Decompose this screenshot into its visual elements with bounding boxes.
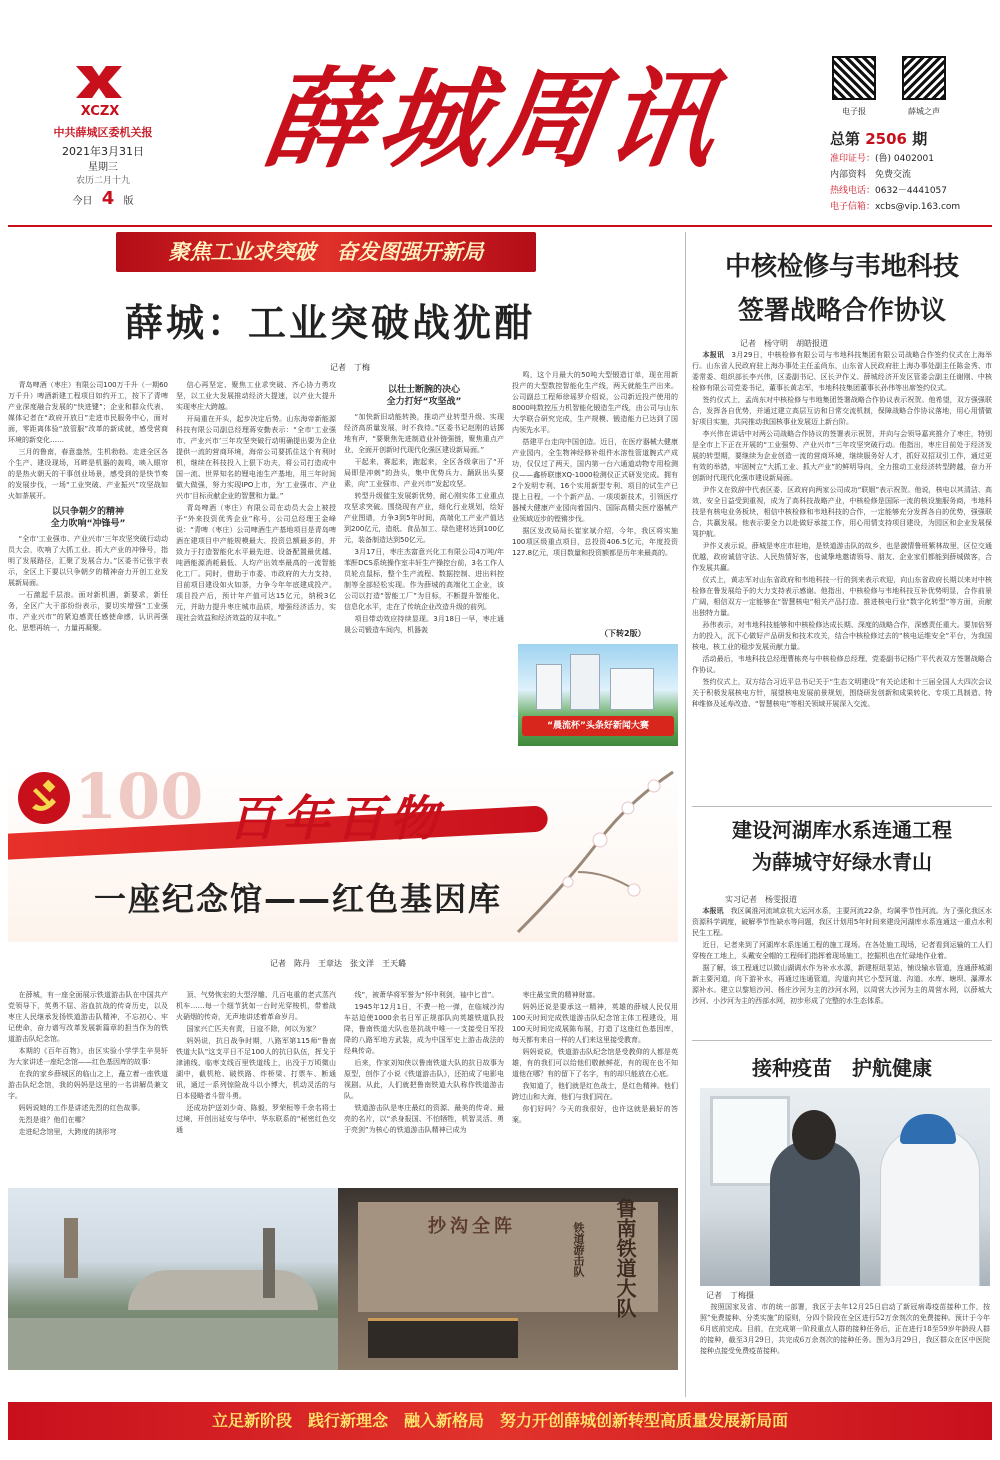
memorial-interior-photo	[338, 1188, 678, 1370]
vaccine-photo	[700, 1088, 990, 1286]
qr-code-voice[interactable]	[902, 56, 946, 100]
right2-p1-text: 我区属淮河流域京杭大运河水系，主要河流22条，均属季节性河流。为了强化我区水资源科学调度，破解季节性缺水等问题，我区计划用5年时间来建设河湖库水系连通这一重点水利民生工程。	[692, 907, 992, 937]
interior-display-case	[368, 1318, 518, 1358]
lead-col3-p4: 3月17日，枣庄杰富意兴化工有限公司4万吨/年苯酐DCS系统操作室丰轩生产操控台前，3名工作人员轮点鼠标，整个生产流程、数据控制、进出料控制等全部轻松实现。作为薛城的高端化工企业，该公司以打造“智能工厂”为目标，不断提升智能化、信息化水平，走在了传统企业改造升级的前列。	[344, 548, 504, 611]
right1-headline-line1: 中核检修与韦地科技	[724, 252, 959, 282]
party-emblem-icon	[14, 768, 74, 828]
feature-banner-title: 百年百物	[228, 791, 445, 847]
interior-sign-2: 鲁南铁道大队	[613, 1198, 637, 1318]
feature-col3-p1: 线”，被萧华将军誉为“怀中利剑，袖中匕首”。	[354, 991, 499, 999]
right1-p8: 活动最后，韦地科技总经理曹栋亮与中核检修总经理、党委副书记杨广平代表双方签署战略合作协议。	[692, 655, 992, 674]
lead-banner	[116, 232, 536, 272]
feature-col3-p2: 1945年12月1日，不费一枪一弹，在临城沙沟车站迫使1000余名日军正规部队向英雄铁道队投降，鲁南铁道大队也是抗战中唯一一支接受日军投降的八路军地方武装，成为中国军史上游击战法的经典传奇。	[344, 1003, 504, 1055]
right1-p5: 尹作义表示说，薛城是枣庄市驻地，是铁道游击队的故乡，也是激情鲁班紫林故里，区位交通优越，政府诚信守法、人民热情好客，也诚挚地邀请领导、朋友、企业家们都能到薛城做客，合作发展共赢。	[692, 542, 992, 572]
feature-col4-p2: 妈妈还说是要承这一精神，英雄的薛城人民仅用100天时间完成铁道游击队纪念馆主体工程建设，用100天时间完成展陈布展，打造了这座红色基因库，每天都有来自一样的人们来这里接受教育。	[512, 1003, 678, 1044]
right2-p1	[692, 906, 992, 939]
right3-headline: 接种疫苗 护航健康	[752, 1056, 932, 1080]
feature-col1-p5: 先烈是谁？他们在哪？	[18, 1116, 89, 1124]
ad-building-1	[536, 664, 562, 710]
feature-column-2	[176, 990, 336, 1182]
right1-p3: 李兴伟在讲话中对两公司战略合作协议的签署表示祝贺，并向与会领导嘉宾推介了枣庄，特别是全市上下正在开展的“工业强势、产业兴市”三年攻坚突破行动。他指出，枣庄目前处于经济发展的转型期，要继续为企业创造一流的营商环境，继续服务好人才，抓好双招双引工作，通过更有效的举措，牢固树立“大抓工业、抓大产业”的鲜明导向，全力推动工业经济转型跨越，奋力开创新时代现代化强市建设新局面。	[692, 430, 992, 482]
hotline-label: 热线电话：	[830, 186, 876, 196]
email[interactable]	[830, 199, 960, 212]
feature-byline-names: 陈丹 王章达 张文洋 王天璐	[294, 959, 406, 968]
lead-col4-p1: 鸣，这个月最大的50吨大型锻造订单，现在用新投产的大型数控智能化生产线，两天就能生产出来。公司副总工程师徐瑶罗介绍说，公司新近投产使用的8000吨数控压力机智能化锻造生产线，由公司与山东大学联合研究完成，生产规模、锻造能力已达到了国内领先水平。	[512, 371, 678, 434]
feature-byline	[270, 958, 406, 969]
right-divider-2	[692, 1040, 992, 1041]
plum-blossom-icon	[508, 762, 678, 942]
hotline-value: 0632－4441057	[875, 186, 948, 196]
right2-headline-line2: 为薛城守好绿水青山	[752, 850, 932, 874]
lead-column-2	[176, 380, 336, 748]
lead-banner-text: 聚焦工业求突破 奋发图强开新局	[168, 239, 484, 264]
feature-col4-p3: 妈妈说说，铁道游击队纪念馆是受教仰的人都是英雄，有的我们可以给他们敬献鲜花，有的现在也不知道他在哪？有的留下了名字，有的却只能放在心底。	[512, 1048, 678, 1078]
right2-body	[692, 906, 992, 1036]
lead-byline-name: 丁梅	[354, 363, 370, 372]
feature-col1-p1: 在薛城，有一座全面展示铁道游击队在中国共产党领导下，英勇不屈、浴血抗战的传奇历史，以及枣庄人民继承发扬铁道游击队精神，不忘初心、牢记使命，奋力谱写改革发展新篇章的担当作为的铁道游击队纪念馆。	[8, 991, 168, 1043]
pages-prefix: 今日	[72, 196, 93, 207]
feature-banner	[8, 762, 678, 942]
photo-hall	[128, 1270, 318, 1310]
feature-col2-p3: 妈妈说，抗日战争时期，八路军第115师“鲁南铁道大队”这支平日不足100人的抗日队伍，挥戈于津浦线、临枣支线百里铁道线上，出没于万顷微山湖中，截机枪、破铁路、炸桥梁、打票车、断通讯，通过一系列惊险战斗以小博大，机动灵活的与日本侵略者斗智斗勇。	[176, 1037, 336, 1100]
feature-col1-p2: 本期的《百年百物》，由区实验小学学生辛昊轩为大家讲述一座纪念馆——红色基因库的故事：	[8, 1047, 168, 1066]
right1-p4: 尹作义在致辞中代表区委、区政府向两家公司成功“联姻”表示祝贺。他说，核电以其清洁、高效、安全日益受到重视，成为了高科技战略产业，中核检修是国际一流的核设施服务商，韦地科技是有核电业务板块，相信中核检修和韦地科技的合作，一定能够充分发挥各自的优势，强强联合，共赢发展。他表示要全力以赴做好承接工作，用心用情支持项目建设，为园区和企业发展保驾护航。	[692, 486, 992, 538]
logo-text: XCZX	[80, 104, 120, 119]
right-divider-1	[692, 806, 992, 807]
right1-dateline: 本报讯	[702, 351, 725, 359]
right1-body	[692, 350, 992, 802]
photo-pagoda	[64, 1218, 78, 1278]
right1-byline: 记者 杨守明 胡皓报道	[740, 339, 828, 348]
lead-column-1	[8, 380, 168, 748]
right3-byline: 记者 丁梅摄	[706, 1291, 754, 1300]
lead-col4-p3: 据区发改局局长崔家斌介绍，今年，我区将实施100项区级重点项目，总投资406.5亿元，年度投资127.8亿元，项目数量和投资额都是历年来最高的。	[512, 527, 678, 557]
photo-plaza	[8, 1318, 338, 1370]
right2-headline	[692, 814, 992, 878]
ad-building-3	[610, 668, 654, 710]
right1-headline-line2: 签署战略合作协议	[737, 296, 946, 326]
newspaper-logo-icon	[70, 62, 128, 102]
issue-suffix: 期	[912, 130, 928, 148]
feature-column-1	[8, 990, 168, 1182]
pages-suffix: 版	[123, 196, 134, 207]
memorial-aerial-photo	[8, 1188, 338, 1370]
lead-headline: 薛城：工业突破战犹酣	[124, 301, 535, 345]
feature-col3-p3: 后来，作家刘知侠以鲁南铁道大队的抗日故事为原型，创作了小说《铁道游击队》，还拍成了电影电视剧。从此，人们就把鲁南铁道大队称作铁道游击队。	[344, 1059, 504, 1100]
feature-headline: 一座纪念馆——红色基因库	[93, 880, 502, 918]
lead-col3-p5: 项目带动效应持续显现。3月18日一早，枣庄通晟公司锻造车间内，机器轰	[344, 615, 504, 634]
lead-col1-p3: “全市‘工业强市、产业兴市’三年攻坚突破行动动员大会，吹响了大抓工业、抓大产业的冲锋号，指明了发展路径，汇聚了发展合力。”区委书记张宇表示，全区上下要以只争朝夕的精神奋力开创工业发展新局面。	[8, 535, 168, 587]
lead-col2-p1: 信心再坚定、聚焦工业求突破、齐心协力勇攻坚，以工业大发展推动经济大提速，以产业大提升实现枣庄大跨越。	[176, 381, 336, 411]
column-divider	[685, 232, 686, 1397]
publisher: 中共薛城区委机关报	[53, 126, 153, 139]
right1-p9: 签约仪式上，双方结合习近平总书记关于“生态文明建设”有关论述和十三届全国人大四次会议关于积极发展核电方针，展望核电发展前景规划，围绕研发创新和成果转化、专项工具制造、特种维修及延寿改造、“智慧核电”等相关领域开展深入交流。	[692, 678, 992, 708]
feature-column-3	[344, 990, 504, 1182]
lead-col3-subhead: 以壮士断腕的决心 全力打好“攻坚战”	[386, 385, 462, 407]
right1-headline	[692, 245, 992, 333]
right1-p1	[692, 350, 992, 394]
lead-col3-p3: 转型升级催生发展新优势，耐心刚实体工业重点攻坚求突破。围绕现有产业，细化行业规划，绘好产业图谱，力争3到5年时间，高端化工产业产值达到200亿元，造纸、食品加工、绿色建材达到100亿元，装备制造达到50亿元。	[344, 492, 504, 544]
masthead-rule	[8, 225, 992, 227]
issue-date: 2021年3月31日	[62, 145, 144, 158]
feature-col2-p4: 还成功护送刘少奇、陈毅、罗荣桓等千余名将士过境，开创出延安与华中、华东联系的“秘密红色交通	[176, 1104, 336, 1134]
pages-number: 4	[101, 188, 115, 209]
qr2-caption: 薛城之声	[908, 107, 940, 116]
interior-sign-3: 铁道游击队	[572, 1222, 585, 1277]
permit-label: 准印证号：	[830, 154, 876, 164]
feature-byline-label: 记者	[270, 959, 286, 968]
right1-p2: 签约仪式上，孟尚东对中核检修与韦地集团签署战略合作协议表示祝贺。他希望，双方强强联合，发挥各自优势，并通过建立高层互访和日常交流机制，保障战略合作协议落地，用心用情做好项目实施，共同推动我国核事业发展迈上新台阶。	[692, 396, 992, 426]
lead-byline-label: 记者	[330, 363, 346, 372]
lead-col3-p1: “加快新旧动能转换，推动产业转型升级、实现经济高质量发展，时不我待。”区委书记赵刚的话掷地有声，“要聚焦先进制造业补链强链，聚焦重点产业，全面开创新时代现代化强区建设新局面。”	[344, 413, 504, 454]
page-count	[28, 188, 178, 209]
right1-p6: 仪式上，黄志军对山东省政府和韦地科技一行的到来表示欢迎，向山东省政府长期以来对中核检修在鲁发展给予的大力支持表示感谢。他指出，中核检修与韦地科技互补优势明显，合作前景广阔，相信双方一定能够在“智慧核电”相关产品打造、推进核电行业“数字化转型”等方面，贡献出独特力量。	[692, 576, 992, 617]
feature-column-4	[512, 990, 678, 1182]
permit-value: (鲁) 0402001	[875, 154, 934, 164]
right2-headline-line1: 建设河湖库水系连通工程	[732, 818, 952, 842]
internal-note: 内部资料 免费交流	[830, 170, 912, 180]
issue-value: 2506	[865, 130, 907, 148]
weekday: 星期三	[88, 162, 118, 173]
feature-col1-p6: 走进纪念馆里，大跨度的拱形穹	[18, 1128, 117, 1136]
feature-col4-p4: 我知道了，他们就是红色战士，是红色精神。他们跨过山和大海，他们与我们同在。	[512, 1082, 678, 1101]
qr-code-epaper[interactable]	[832, 56, 876, 100]
footer-slogan-bar	[8, 1402, 992, 1440]
feature-col4-p1: 枣庄最宝贵的精神财富。	[522, 991, 600, 999]
ad-label: “晨流杯”头条好新闻大赛	[522, 716, 674, 736]
lead-col1-p1: 青岛啤酒（枣庄）有限公司100万千升（一期60万千升）啤酒新建工程项目如约开工，按下了青啤产业深度融合发展的“快进键”；企业和群众代表、媒体记者在“政府开放日”走进市民服务中心，面对面，零距离体验“放管服”改革的新成就，感受营商环境的新变化……	[8, 381, 168, 444]
lead-byline	[330, 362, 370, 373]
photo-statue	[263, 1228, 275, 1298]
right1-p7: 孙伟表示，对韦地科技能够和中核检修达成长期、深度的战略合作，深感责任重大。要加倍努力的投入，沉下心做好产品研发和技术攻关，结合中核检修过去的“核电运维安全”平台，为我国核电、核工业的稳步发展贡献力量。	[692, 621, 992, 651]
news-contest-ad[interactable]	[518, 644, 678, 746]
feature-col1-p3: 在我的家乡薛城区的临山之上，矗立着一座铁道游击队纪念馆，我的妈妈是这里的一名讲解员兼文字。	[8, 1070, 168, 1100]
feature-col3-p4: 铁道游击队是枣庄最红的资源、最美的传奇、最亮的名片，以“杀身报国、不怕牺牲，机智灵活、勇于亮剑”为核心的铁道游击队精神已成为	[344, 1104, 504, 1134]
right2-p2: 近日，记者来到了河湖库水系连通工程的施工现场。在各处施工现场，记者看到运输的工人们穿梭在工地上，头戴安全帽的工程师们指挥着现场施工，挖掘机也在忙碌地作业着。	[692, 941, 992, 960]
lead-col2-p3: 青岛啤酒（枣庄）有限公司在动员大会上被授予“外来投资优秀企业”称号，公司总经理王金峰说：“青啤（枣庄）公司啤酒生产基地项目是青岛啤酒在建项目中产能规模最大、投资总额最多的，并致力于打造智能化水平最先进、设备配置最优越、吨酒能源消耗最低、人均产出效率最高的一流智能化工厂。同时，借助于市委、市政府的大力支持，目前项目建设如火如荼，力争今年年底建成投产。项目投产后，预计年产值可达15亿元，纳税3亿元，并助力提升枣庄城市品质，增强经济活力，实现社会效益和经济效益的双丰收。”	[176, 504, 336, 622]
permit	[830, 151, 934, 164]
hotline	[830, 183, 947, 196]
feature-banner-number: 100	[74, 762, 204, 833]
feature-col4-p5: 你们好吗？今天的我很好，也许这就是最好的答案。	[512, 1105, 678, 1124]
feature-col2-p1: 顶、气势恢宏的大型浮雕、几百电重的老式蒸汽机车……每一个细节犹如一台时光穿梭机，带着战火硝烟的传奇，无声地讲述着革命岁月。	[176, 991, 336, 1021]
interior-sign-1: 抄沟全阵	[428, 1216, 516, 1237]
feature-col1-p4: 妈妈说她的工作是讲述先烈的红色故事。	[18, 1104, 145, 1112]
lead-col1-subhead: 以只争朝夕的精神 全力吹响“冲锋号”	[50, 507, 126, 529]
email-label: 电子信箱：	[830, 202, 876, 212]
issue-number	[830, 128, 927, 149]
lead-col1-p4: 一石激起千层浪。面对新机遇，新要求，新任务，全区广大干部纷纷表示，要切实增强“工业强市、产业兴市”的紧迫感责任感使命感，认识再强化、思想再统一、力量再凝聚。	[8, 591, 168, 632]
right3-caption: 按照国家及省、市的统一部署，我区于去年12月25日启动了新冠病毒疫苗接种工作，按照“免费接种、分类实施”的原则，分四个阶段在全区进行52万余剂次的免费接种。预计于今年6月底前完成。目前，在完成第一阶段重点人群的接种任务后，正在进行18至59岁年龄段人群的接种，截至3月29日，共完成6万余剂次的接种任务。图为3月29日，我区群众在区中医院接种点接受免费疫苗接种。	[700, 1303, 990, 1355]
newspaper-title: 薛城周讯	[256, 57, 730, 183]
photo-nurse	[880, 1128, 980, 1286]
masthead	[0, 0, 1000, 225]
right2-byline: 实习记者 杨雯报道	[725, 895, 797, 904]
lead-col4-p2: 搭建平台走向中国创造。近日，在医疗器械大健康产业园内，全生物神经修补组件水溶性管道腕式产成功，仅仅过了两天，国内第一台六通道动物专用检测仪——鑫桥联康XQ-1000检测仪正式研发完成。拥有2个发明专利、16个实用新型专利、项目的试生产已提上日程，一个个新产品、一项项新技术，引领医疗器械大健康产业园向着国内、国际高精尖医疗器械产业领域迈步的铿锵步伐。	[512, 438, 678, 523]
feature-col2-p2: 国家兴亡匹夫有责，日寇不除，何以为家？	[186, 1025, 320, 1033]
photo-patient-head	[792, 1110, 836, 1160]
right2-p3: 据了解，该工程通过以微山湖调水作为补水水源，新建枢纽泵站，铺设输水管道，连通薛城湖新主要河道，向下游补水，再通过连通管道，沟道向其它小型河道、沟道、水库、塘坝、瀑潭水源补水。建立以黎旭沙河、杨庄沙河为主的沙河水网，以周营大沙河为主的周营水网，以薛城大沙河、小沙河为主的西部水网，初步形成了完整的水生态体系。	[692, 964, 992, 1005]
email-value: xcbs@vip.163.com	[875, 202, 961, 212]
right1-p1-text: 3月29日，中核检修有限公司与韦地科技集团有限公司战略合作签约仪式在上海举行。山东省人民政府驻上海办事处主任孟尚东，山东省人民政府驻上海办事处副主任陈金秀、市委常委、组织部长李兴伟，区委副书记、区长尹作义、薛城经济开发区管委会副主任谢刚、中核检修有限公司党委书记，董事长黄志军，韦地科技集团董事长孙伟等出席签约仪式。	[692, 351, 992, 392]
lead-col2-p2: 开局重在开头，起步决定后势。山东海帝新能源科技有限公司副总经理蒋安勤表示：“全市‘工业强市、产业兴市’三年攻坚突破行动明确提出要为企业提供一流的营商环境，海帝公司要抓住这个有利时机，继续在科技投入上狠下功夫，将公司打造成中国一流、世界知名的锂电池生产基地，用三年时间做大做强，努力实现IPO上市，为‘工业强市、产业兴市’目标贡献企业的智慧和力量。”	[176, 415, 336, 500]
ad-building-2	[570, 654, 600, 710]
continued-note[interactable]: （下转2版）	[600, 629, 646, 638]
issue-label: 总第	[830, 130, 861, 148]
footer-slogan: 立足新阶段 践行新理念 融入新格局 努力开创薛城创新转型高质量发展新局面	[211, 1411, 788, 1430]
right2-dateline: 本报讯	[702, 907, 724, 915]
lead-col1-p2: 三月的鲁南，春意盎然，生机勃勃。走进全区各个生产、建设现场，耳畔是机器的轰鸣，映入眼帘的是热火朝天的干事创业场景，感受到的是快节奏的发展步伐，一场“工业突破、产业振兴”攻坚战如火如荼展开。	[8, 448, 168, 500]
photo-nurse-cap	[900, 1114, 956, 1144]
lunar-date: 农历二月十九	[75, 176, 130, 186]
photo-patient	[770, 1140, 860, 1286]
qr1-caption: 电子报	[842, 107, 866, 116]
lead-col3-p2: 干起来，赛起来，跑起来，全区各级拿出了“开局即是冲刺”的劲头，集中优势兵力、踊跃出头要素，向“工业强市、产业兴市”发起攻坚。	[344, 458, 504, 488]
lead-column-4	[512, 370, 678, 642]
lead-column-3	[344, 380, 504, 748]
